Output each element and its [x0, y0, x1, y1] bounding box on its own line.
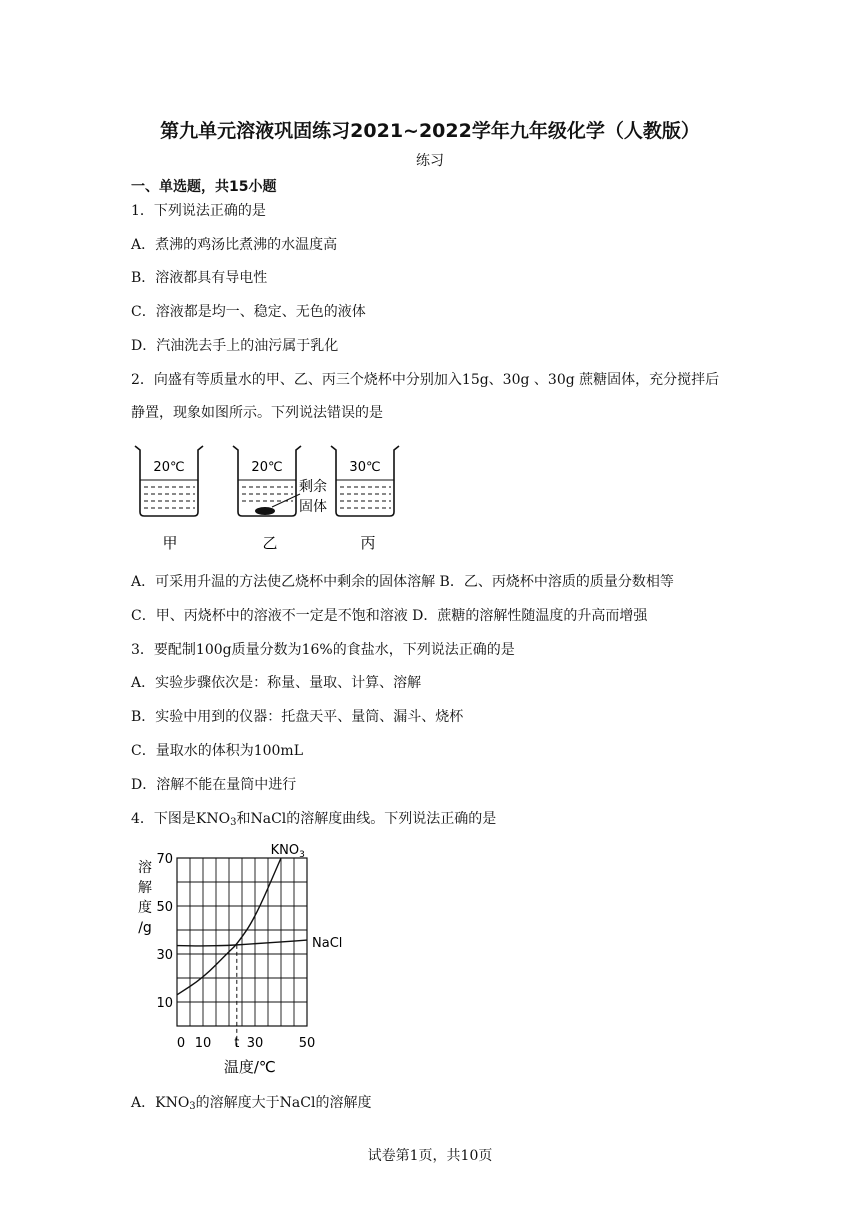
q4-stem-prefix: 4．下图是KNO	[131, 811, 231, 827]
x-tick-label: 0	[176, 1036, 186, 1051]
x-axis-label: 温度/℃	[223, 1058, 276, 1076]
q4-stem-suffix: 和NaCl的溶解度曲线。下列说法正确的是	[236, 811, 497, 827]
series-label-nacl: NaCl	[312, 936, 343, 951]
q4-option-a-subscript: 3	[189, 1101, 196, 1112]
x-tick-label: t	[234, 1036, 240, 1051]
beakers-figure	[125, 440, 415, 555]
q3-stem: 3．要配制100g质量分数为16%的食盐水，下列说法正确的是	[131, 642, 515, 658]
y-tick-label: 50	[156, 900, 173, 915]
q2-stem-line1: 2．向盛有等质量水的甲、乙、丙三个烧杯中分别加入15g、30g 、30g 蔗糖固体，充分搅拌后	[131, 372, 720, 388]
y-axis-label: 溶	[138, 860, 152, 876]
q2-options-cd: C．甲、丙烧杯中的溶液不一定是不饱和溶液 D．蔗糖的溶解性随温度的升高而增强	[131, 608, 648, 624]
y-axis-label: 度	[138, 900, 152, 916]
page-subtitle: 练习	[416, 153, 444, 169]
y-tick-label: 70	[156, 852, 173, 867]
beaker-yi-label: 乙	[262, 534, 278, 552]
beaker-yi	[233, 446, 327, 552]
residue-label-1: 剩余	[299, 479, 327, 495]
page-footer: 试卷第1页，共10页	[367, 1148, 493, 1164]
q3-option-c: C．量取水的体积为100mL	[131, 743, 304, 759]
section-heading: 一、单选题，共15小题	[131, 179, 277, 195]
beaker-bing-label: 丙	[360, 534, 376, 552]
q4-stem	[131, 809, 496, 833]
page-title: 第九单元溶液巩固练习2021~2022学年九年级化学（人教版）	[160, 120, 700, 142]
beaker-bing-temp: 30℃	[349, 460, 381, 475]
y-tick-label: 30	[156, 948, 173, 963]
chart-labels	[138, 843, 342, 1076]
residue-label-2: 固体	[299, 499, 327, 515]
x-tick-label: 50	[298, 1036, 316, 1051]
q1-option-d: D．汽油洗去手上的油污属于乳化	[131, 338, 339, 354]
residue-solid	[255, 507, 275, 515]
q1-option-b: B．溶液都具有导电性	[131, 270, 268, 286]
q3-option-a: A．实验步骤依次是：称量、量取、计算、溶解	[131, 675, 422, 691]
beaker-jia	[135, 446, 203, 552]
q1-option-c: C．溶液都是均一、稳定、无色的液体	[131, 304, 366, 320]
x-tick-label: 10	[194, 1036, 212, 1051]
q2-options-ab: A．可采用升温的方法使乙烧杯中剩余的固体溶解 B．乙、丙烧杯中溶质的质量分数相等	[131, 574, 674, 590]
q3-option-d: D．溶解不能在量筒中进行	[131, 777, 297, 793]
q4-option-a-suffix: 的溶解度大于NaCl的溶解度	[195, 1095, 372, 1111]
y-tick-label: 10	[156, 996, 173, 1011]
q2-stem-line2: 静置，现象如图所示。下列说法错误的是	[131, 405, 383, 421]
q1-stem: 1．下列说法正确的是	[131, 203, 266, 219]
beaker-jia-temp: 20℃	[153, 460, 185, 475]
solubility-chart	[130, 838, 360, 1083]
q3-option-b: B．实验中用到的仪器：托盘天平、量筒、漏斗、烧杯	[131, 709, 464, 725]
beaker-yi-temp: 20℃	[251, 460, 283, 475]
y-axis-label: /g	[138, 920, 152, 936]
beaker-bing	[331, 446, 399, 552]
x-tick-label: 30	[246, 1036, 264, 1051]
q4-option-a	[131, 1093, 371, 1117]
beaker-jia-label: 甲	[162, 534, 178, 552]
q4-option-a-prefix: A．KNO	[131, 1095, 190, 1111]
q1-option-a: A．煮沸的鸡汤比煮沸的水温度高	[131, 237, 338, 253]
q4-stem-subscript: 3	[230, 817, 237, 828]
series-label-kno3: $KNO_3$	[270, 843, 305, 860]
y-axis-label: 解	[138, 880, 152, 896]
